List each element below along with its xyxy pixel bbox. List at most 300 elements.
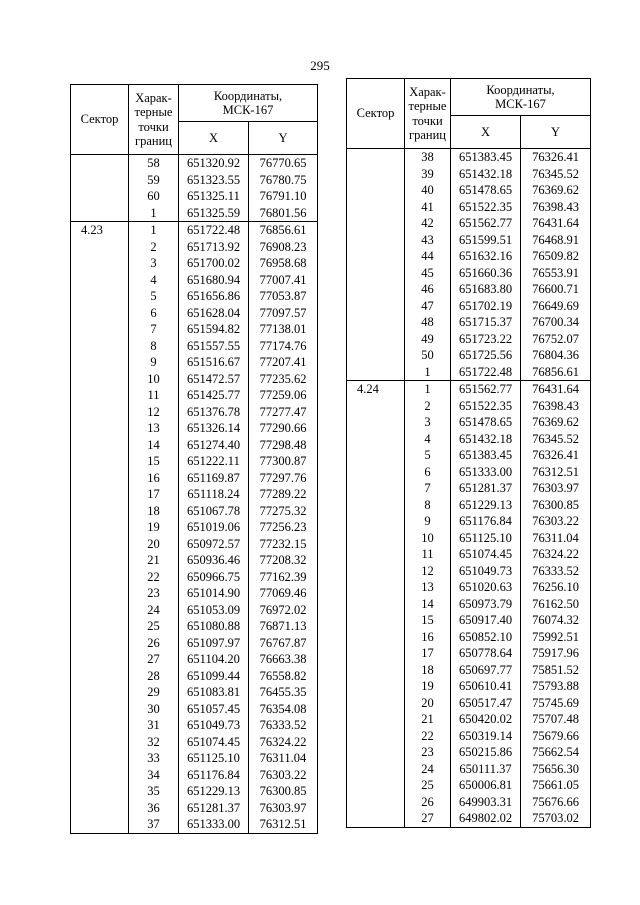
table-row bbox=[71, 536, 318, 553]
y-coordinate-cell: 76303.22 bbox=[249, 767, 318, 784]
y-coordinate-cell: 77297.76 bbox=[249, 470, 318, 487]
point-cell: 23 bbox=[129, 585, 179, 602]
point-cell: 5 bbox=[405, 447, 451, 464]
table-row bbox=[347, 579, 591, 596]
x-coordinate-cell: 651432.18 bbox=[451, 166, 521, 183]
coordinates-header-line: Координаты, bbox=[486, 82, 555, 97]
table-row bbox=[347, 645, 591, 662]
point-cell: 1 bbox=[405, 381, 451, 398]
sector-cell bbox=[347, 711, 405, 728]
sector-cell bbox=[347, 248, 405, 265]
point-cell: 60 bbox=[129, 188, 179, 205]
table-row bbox=[71, 651, 318, 668]
table-row bbox=[347, 347, 591, 364]
sector-cell bbox=[71, 155, 129, 172]
x-coordinate-cell: 650006.81 bbox=[451, 777, 521, 794]
points-header bbox=[405, 79, 451, 149]
sector-cell bbox=[71, 272, 129, 289]
table-row bbox=[347, 761, 591, 778]
point-cell: 10 bbox=[405, 530, 451, 547]
sector-cell bbox=[71, 783, 129, 800]
sector-cell bbox=[71, 453, 129, 470]
y-coordinate-cell: 76324.22 bbox=[249, 734, 318, 751]
y-coordinate-cell: 76770.65 bbox=[249, 155, 318, 172]
point-cell: 46 bbox=[405, 281, 451, 298]
x-coordinate-cell: 651702.19 bbox=[451, 298, 521, 315]
table-row bbox=[347, 265, 591, 282]
x-coordinate-cell: 651478.65 bbox=[451, 182, 521, 199]
x-coordinate-cell: 651478.65 bbox=[451, 414, 521, 431]
y-coordinate-cell: 75917.96 bbox=[521, 645, 591, 662]
x-coordinate-cell: 651080.88 bbox=[179, 618, 249, 635]
y-coordinate-cell: 76303.97 bbox=[521, 480, 591, 497]
points-header-line: точки bbox=[138, 119, 169, 134]
table-row bbox=[71, 783, 318, 800]
y-coordinate-cell: 76553.91 bbox=[521, 265, 591, 282]
y-coordinate-cell: 77275.32 bbox=[249, 503, 318, 520]
point-cell: 19 bbox=[129, 519, 179, 536]
x-coordinate-cell: 651700.02 bbox=[179, 255, 249, 272]
sector-cell bbox=[347, 761, 405, 778]
table-row bbox=[71, 338, 318, 355]
y-coordinate-cell: 76369.62 bbox=[521, 414, 591, 431]
point-cell: 2 bbox=[129, 239, 179, 256]
sector-cell bbox=[347, 579, 405, 596]
sector-cell bbox=[347, 215, 405, 232]
x-coordinate-cell: 650517.47 bbox=[451, 695, 521, 712]
table-row bbox=[71, 800, 318, 817]
point-cell: 12 bbox=[405, 563, 451, 580]
table-row bbox=[71, 717, 318, 734]
y-coordinate-cell: 77290.66 bbox=[249, 420, 318, 437]
x-coordinate-cell: 651125.10 bbox=[451, 530, 521, 547]
table-row bbox=[71, 668, 318, 685]
sector-cell bbox=[71, 437, 129, 454]
table-row bbox=[71, 453, 318, 470]
y-coordinate-cell: 76455.35 bbox=[249, 684, 318, 701]
point-cell: 31 bbox=[129, 717, 179, 734]
coordinates-header-line: МСК-167 bbox=[495, 97, 546, 111]
y-coordinate-cell: 75661.05 bbox=[521, 777, 591, 794]
point-cell: 33 bbox=[129, 750, 179, 767]
table-row bbox=[347, 612, 591, 629]
x-coordinate-cell: 651281.37 bbox=[179, 800, 249, 817]
point-cell: 20 bbox=[405, 695, 451, 712]
sector-cell bbox=[347, 662, 405, 679]
point-cell: 35 bbox=[129, 783, 179, 800]
x-coordinate-cell: 651229.13 bbox=[179, 783, 249, 800]
sector-cell bbox=[347, 464, 405, 481]
y-coordinate-cell: 77235.62 bbox=[249, 371, 318, 388]
sector-cell bbox=[347, 182, 405, 199]
y-header: Y bbox=[249, 122, 318, 155]
y-coordinate-cell: 75992.51 bbox=[521, 629, 591, 646]
sector-cell bbox=[71, 552, 129, 569]
point-cell: 15 bbox=[129, 453, 179, 470]
point-cell: 7 bbox=[129, 321, 179, 338]
y-coordinate-cell: 76801.56 bbox=[249, 205, 318, 222]
sector-cell bbox=[347, 265, 405, 282]
table-row bbox=[71, 816, 318, 833]
table-row bbox=[347, 662, 591, 679]
y-coordinate-cell: 76804.36 bbox=[521, 347, 591, 364]
table-row bbox=[347, 678, 591, 695]
point-cell: 29 bbox=[129, 684, 179, 701]
table-row bbox=[71, 172, 318, 189]
coordinates-table-right bbox=[346, 78, 591, 828]
y-coordinate-cell: 76303.97 bbox=[249, 800, 318, 817]
x-coordinate-cell: 651723.22 bbox=[451, 331, 521, 348]
point-cell: 24 bbox=[405, 761, 451, 778]
y-coordinate-cell: 76871.13 bbox=[249, 618, 318, 635]
x-coordinate-cell: 651683.80 bbox=[451, 281, 521, 298]
point-cell: 48 bbox=[405, 314, 451, 331]
point-cell: 10 bbox=[129, 371, 179, 388]
sector-cell bbox=[347, 298, 405, 315]
y-coordinate-cell: 75703.02 bbox=[521, 810, 591, 827]
table-row bbox=[71, 734, 318, 751]
sector-cell bbox=[71, 684, 129, 701]
table-row bbox=[347, 480, 591, 497]
table-row bbox=[347, 248, 591, 265]
sector-cell bbox=[71, 338, 129, 355]
x-coordinate-cell: 651019.06 bbox=[179, 519, 249, 536]
sector-cell bbox=[71, 717, 129, 734]
sector-header: Сектор bbox=[71, 85, 129, 155]
point-cell: 18 bbox=[405, 662, 451, 679]
point-cell: 26 bbox=[129, 635, 179, 652]
y-header: Y bbox=[521, 116, 591, 149]
y-coordinate-cell: 77162.39 bbox=[249, 569, 318, 586]
x-coordinate-cell: 651656.86 bbox=[179, 288, 249, 305]
table-row bbox=[71, 321, 318, 338]
y-coordinate-cell: 77298.48 bbox=[249, 437, 318, 454]
sector-cell bbox=[71, 172, 129, 189]
x-coordinate-cell: 651562.77 bbox=[451, 381, 521, 398]
x-coordinate-cell: 651274.40 bbox=[179, 437, 249, 454]
x-coordinate-cell: 650966.75 bbox=[179, 569, 249, 586]
x-coordinate-cell: 651722.48 bbox=[451, 364, 521, 381]
sector-cell bbox=[71, 205, 129, 222]
table-row bbox=[347, 431, 591, 448]
x-coordinate-cell: 651333.00 bbox=[179, 816, 249, 833]
coordinates-header bbox=[179, 85, 318, 122]
page-number: 295 bbox=[310, 58, 330, 73]
y-coordinate-cell: 76333.52 bbox=[249, 717, 318, 734]
sector-cell: 4.23 bbox=[71, 222, 129, 239]
x-coordinate-cell: 651522.35 bbox=[451, 398, 521, 415]
x-coordinate-cell: 651053.09 bbox=[179, 602, 249, 619]
table-row bbox=[347, 546, 591, 563]
sector-cell bbox=[71, 651, 129, 668]
point-cell: 17 bbox=[405, 645, 451, 662]
sector-cell bbox=[347, 794, 405, 811]
point-cell: 4 bbox=[129, 272, 179, 289]
sector-cell bbox=[347, 563, 405, 580]
table-row bbox=[347, 182, 591, 199]
x-coordinate-cell: 650420.02 bbox=[451, 711, 521, 728]
sector-cell bbox=[71, 354, 129, 371]
y-coordinate-cell: 76780.75 bbox=[249, 172, 318, 189]
table-row bbox=[71, 387, 318, 404]
point-cell: 26 bbox=[405, 794, 451, 811]
y-coordinate-cell: 76333.52 bbox=[521, 563, 591, 580]
y-coordinate-cell: 75745.69 bbox=[521, 695, 591, 712]
point-cell: 18 bbox=[129, 503, 179, 520]
table-row bbox=[347, 298, 591, 315]
y-coordinate-cell: 77007.41 bbox=[249, 272, 318, 289]
point-cell: 22 bbox=[129, 569, 179, 586]
table-row bbox=[347, 711, 591, 728]
y-coordinate-cell: 76700.34 bbox=[521, 314, 591, 331]
x-coordinate-cell: 651432.18 bbox=[451, 431, 521, 448]
table-row bbox=[71, 552, 318, 569]
table-row bbox=[347, 794, 591, 811]
point-cell: 37 bbox=[129, 816, 179, 833]
table-row bbox=[71, 255, 318, 272]
table-row bbox=[347, 810, 591, 827]
point-cell: 44 bbox=[405, 248, 451, 265]
y-coordinate-cell: 76398.43 bbox=[521, 199, 591, 216]
x-coordinate-cell: 650973.79 bbox=[451, 596, 521, 613]
y-coordinate-cell: 76300.85 bbox=[249, 783, 318, 800]
point-cell: 42 bbox=[405, 215, 451, 232]
x-coordinate-cell: 651660.36 bbox=[451, 265, 521, 282]
y-coordinate-cell: 76663.38 bbox=[249, 651, 318, 668]
x-coordinate-cell: 651680.94 bbox=[179, 272, 249, 289]
y-coordinate-cell: 77300.87 bbox=[249, 453, 318, 470]
sector-cell bbox=[347, 398, 405, 415]
table-row bbox=[71, 750, 318, 767]
x-coordinate-cell: 650111.37 bbox=[451, 761, 521, 778]
sector-cell: 4.24 bbox=[347, 381, 405, 398]
table-row bbox=[347, 398, 591, 415]
sector-cell bbox=[347, 530, 405, 547]
sector-cell bbox=[347, 314, 405, 331]
point-cell: 11 bbox=[129, 387, 179, 404]
y-coordinate-cell: 76908.23 bbox=[249, 239, 318, 256]
table-row bbox=[347, 695, 591, 712]
y-coordinate-cell: 76326.41 bbox=[521, 149, 591, 166]
x-coordinate-cell: 651472.57 bbox=[179, 371, 249, 388]
x-coordinate-cell: 651383.45 bbox=[451, 447, 521, 464]
table-row bbox=[71, 305, 318, 322]
x-coordinate-cell: 651376.78 bbox=[179, 404, 249, 421]
table-row bbox=[347, 744, 591, 761]
point-cell: 47 bbox=[405, 298, 451, 315]
point-cell: 45 bbox=[405, 265, 451, 282]
y-coordinate-cell: 76345.52 bbox=[521, 166, 591, 183]
table-row bbox=[71, 420, 318, 437]
y-coordinate-cell: 76468.91 bbox=[521, 232, 591, 249]
y-coordinate-cell: 76398.43 bbox=[521, 398, 591, 415]
x-coordinate-cell: 651281.37 bbox=[451, 480, 521, 497]
x-coordinate-cell: 651176.84 bbox=[451, 513, 521, 530]
sector-cell bbox=[71, 800, 129, 817]
table-row bbox=[71, 503, 318, 520]
x-coordinate-cell: 650852.10 bbox=[451, 629, 521, 646]
point-cell: 21 bbox=[405, 711, 451, 728]
sector-cell bbox=[347, 497, 405, 514]
table-row bbox=[347, 728, 591, 745]
x-coordinate-cell: 651067.78 bbox=[179, 503, 249, 520]
point-cell: 30 bbox=[129, 701, 179, 718]
y-coordinate-cell: 76856.61 bbox=[249, 222, 318, 239]
y-coordinate-cell: 77138.01 bbox=[249, 321, 318, 338]
table-row bbox=[71, 635, 318, 652]
point-cell: 6 bbox=[129, 305, 179, 322]
sector-cell bbox=[71, 188, 129, 205]
table-row bbox=[71, 602, 318, 619]
sector-cell bbox=[347, 364, 405, 381]
point-cell: 50 bbox=[405, 347, 451, 364]
y-coordinate-cell: 76312.51 bbox=[249, 816, 318, 833]
table-row bbox=[71, 205, 318, 222]
points-header-line: точки bbox=[412, 113, 443, 128]
y-coordinate-cell: 77289.22 bbox=[249, 486, 318, 503]
point-cell: 6 bbox=[405, 464, 451, 481]
y-coordinate-cell: 77256.23 bbox=[249, 519, 318, 536]
sector-cell bbox=[347, 480, 405, 497]
y-coordinate-cell: 76300.85 bbox=[521, 497, 591, 514]
coordinates-header-line: Координаты, bbox=[213, 88, 283, 103]
sector-cell bbox=[347, 414, 405, 431]
y-coordinate-cell: 76509.82 bbox=[521, 248, 591, 265]
table-row bbox=[347, 629, 591, 646]
point-cell: 7 bbox=[405, 480, 451, 497]
y-coordinate-cell: 75707.48 bbox=[521, 711, 591, 728]
y-coordinate-cell: 75851.52 bbox=[521, 662, 591, 679]
y-coordinate-cell: 76162.50 bbox=[521, 596, 591, 613]
y-coordinate-cell: 77277.47 bbox=[249, 404, 318, 421]
x-coordinate-cell: 651715.37 bbox=[451, 314, 521, 331]
y-coordinate-cell: 76558.82 bbox=[249, 668, 318, 685]
point-cell: 58 bbox=[129, 155, 179, 172]
coordinates-header-line: МСК-167 bbox=[222, 103, 274, 117]
y-coordinate-cell: 75679.66 bbox=[521, 728, 591, 745]
x-coordinate-cell: 651325.11 bbox=[179, 188, 249, 205]
y-coordinate-cell: 77259.06 bbox=[249, 387, 318, 404]
x-coordinate-cell: 650778.64 bbox=[451, 645, 521, 662]
table-row bbox=[71, 684, 318, 701]
table-row bbox=[347, 215, 591, 232]
y-coordinate-cell: 75662.54 bbox=[521, 744, 591, 761]
table-row bbox=[347, 464, 591, 481]
x-coordinate-cell: 651320.92 bbox=[179, 155, 249, 172]
y-coordinate-cell: 75793.88 bbox=[521, 678, 591, 695]
point-cell: 16 bbox=[129, 470, 179, 487]
point-cell: 41 bbox=[405, 199, 451, 216]
sector-cell bbox=[347, 347, 405, 364]
sector-cell bbox=[71, 519, 129, 536]
points-header-line: Харак- bbox=[135, 90, 172, 105]
sector-cell bbox=[347, 810, 405, 827]
x-coordinate-cell: 651632.16 bbox=[451, 248, 521, 265]
points-header-line: границ bbox=[409, 127, 446, 142]
point-cell: 4 bbox=[405, 431, 451, 448]
sector-cell bbox=[347, 166, 405, 183]
y-coordinate-cell: 76326.41 bbox=[521, 447, 591, 464]
points-header-line: терные bbox=[134, 105, 173, 120]
x-coordinate-cell: 651074.45 bbox=[451, 546, 521, 563]
point-cell: 16 bbox=[405, 629, 451, 646]
points-header bbox=[129, 85, 179, 155]
point-cell: 14 bbox=[129, 437, 179, 454]
table-row bbox=[347, 777, 591, 794]
table-row bbox=[71, 288, 318, 305]
sector-cell bbox=[71, 536, 129, 553]
table-row bbox=[71, 404, 318, 421]
x-coordinate-cell: 651097.97 bbox=[179, 635, 249, 652]
y-coordinate-cell: 76649.69 bbox=[521, 298, 591, 315]
table-row bbox=[71, 519, 318, 536]
point-cell: 27 bbox=[129, 651, 179, 668]
table-row bbox=[71, 155, 318, 172]
y-coordinate-cell: 76856.61 bbox=[521, 364, 591, 381]
y-coordinate-cell: 76431.64 bbox=[521, 381, 591, 398]
point-cell: 14 bbox=[405, 596, 451, 613]
sector-cell bbox=[347, 695, 405, 712]
point-cell: 3 bbox=[405, 414, 451, 431]
point-cell: 32 bbox=[129, 734, 179, 751]
table-row bbox=[347, 331, 591, 348]
table-row bbox=[71, 371, 318, 388]
x-coordinate-cell: 650215.86 bbox=[451, 744, 521, 761]
point-cell: 12 bbox=[129, 404, 179, 421]
sector-header: Сектор bbox=[347, 79, 405, 149]
point-cell: 22 bbox=[405, 728, 451, 745]
y-coordinate-cell: 76312.51 bbox=[521, 464, 591, 481]
sector-cell bbox=[71, 618, 129, 635]
point-cell: 24 bbox=[129, 602, 179, 619]
table-row bbox=[347, 381, 591, 398]
point-cell: 25 bbox=[405, 777, 451, 794]
sector-cell bbox=[71, 420, 129, 437]
y-coordinate-cell: 76767.87 bbox=[249, 635, 318, 652]
point-cell: 38 bbox=[405, 149, 451, 166]
y-coordinate-cell: 77097.57 bbox=[249, 305, 318, 322]
y-coordinate-cell: 77069.46 bbox=[249, 585, 318, 602]
x-coordinate-cell: 651516.67 bbox=[179, 354, 249, 371]
x-header: X bbox=[179, 122, 249, 155]
table-row bbox=[347, 563, 591, 580]
point-cell: 40 bbox=[405, 182, 451, 199]
x-coordinate-cell: 651383.45 bbox=[451, 149, 521, 166]
y-coordinate-cell: 76311.04 bbox=[249, 750, 318, 767]
point-cell: 21 bbox=[129, 552, 179, 569]
table-row bbox=[347, 232, 591, 249]
x-coordinate-cell: 650972.57 bbox=[179, 536, 249, 553]
x-coordinate-cell: 649903.31 bbox=[451, 794, 521, 811]
x-coordinate-cell: 651125.10 bbox=[179, 750, 249, 767]
x-coordinate-cell: 651326.14 bbox=[179, 420, 249, 437]
point-cell: 43 bbox=[405, 232, 451, 249]
sector-cell bbox=[347, 281, 405, 298]
table-row bbox=[347, 497, 591, 514]
table-row bbox=[347, 447, 591, 464]
sector-cell bbox=[347, 447, 405, 464]
x-coordinate-cell: 651333.00 bbox=[451, 464, 521, 481]
y-coordinate-cell: 76431.64 bbox=[521, 215, 591, 232]
sector-cell bbox=[71, 404, 129, 421]
point-cell: 25 bbox=[129, 618, 179, 635]
x-coordinate-cell: 650917.40 bbox=[451, 612, 521, 629]
table-row bbox=[71, 470, 318, 487]
y-coordinate-cell: 76791.10 bbox=[249, 188, 318, 205]
x-coordinate-cell: 651425.77 bbox=[179, 387, 249, 404]
y-coordinate-cell: 76256.10 bbox=[521, 579, 591, 596]
coordinates-header bbox=[451, 79, 591, 116]
